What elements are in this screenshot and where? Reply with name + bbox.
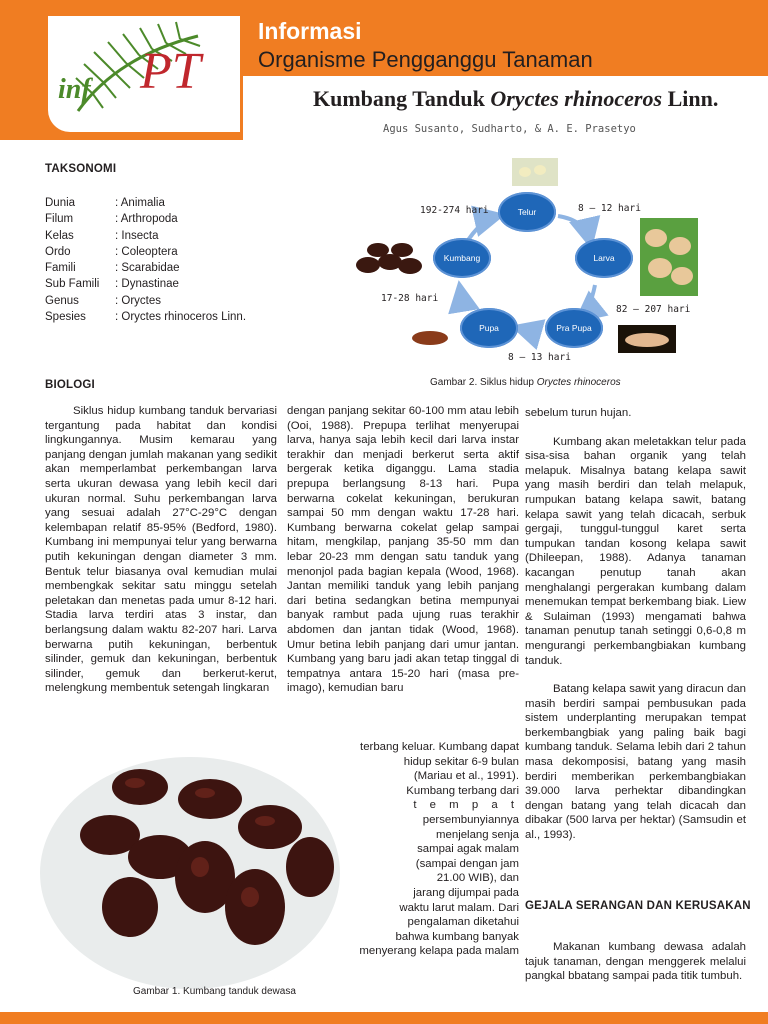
biologi-col3: sebelum turun hujan. Kumbang akan meletakkan telur pada sisa-sisa bahan organik yang telah melapuk. Misalnya batang kelapa sawit yang masih berdiri dan telah melapuk, rumpukan batang kelapa sawit, batang kelapa sawit yang telah dicacah, serbuk gergaji, tunggul-tunggul karet serta tumpukan tandan kosong kelapa sawit (Dhileepan, 1988). Adanya tanaman kacangan penutup tanah akan menghalangi pergerakan kumbang dalam menemukan tempat berkembang biak. Liew & Sulaiman (1993) mengamati bahwa tanaman penutup tanah setinggi 0,6-0,8 m mengurangi perkembangbiakan kumbang tanduk. Batang kelapa sawit yang diracun dan masih berdiri sampai pembusukan pada sistem underplanting merupakan tempat berkembangbiak yang paling baik bagi kumbang tanduk. Selama lebih dari 2 tahun masa dekomposisi, batang yang masih berdiri memberikan perkembangbiakan 39.000 larva perhektar dibandingkan dengan batang yang telah dicacah dan dibakar (500 larva per hektar) (Samsudin et al., 1993). <box>525 407 746 842</box>
beetles-photo <box>40 757 340 989</box>
duration-label: 17-28 hari <box>381 293 439 304</box>
tax-row: Kelas : Insecta <box>45 229 159 242</box>
taksonomi-table <box>45 195 246 325</box>
tax-row: Spesies : Oryctes rhinoceros Linn. <box>45 311 247 324</box>
adult-photo <box>356 243 422 274</box>
duration-label: 8 – 13 hari <box>508 352 571 363</box>
life-cycle-diagram <box>340 150 750 370</box>
svg-text:inf: inf <box>58 74 91 105</box>
cycle-node-pupa: Pupa <box>460 308 518 348</box>
tax-row: Genus : Oryctes <box>45 294 162 307</box>
biologi-col2: dengan panjang sekitar 60-100 mm atau lebih (Ooi, 1988). Prepupa terlihat menyerupai larva, hanya saja lebih kecil dari larva instar terakhir dan menjadi berkerut serta aktif bergerak ketika diganggu. Lama stadia prepupa berlangsung 8-13 hari. Pupa berwarna cokelat kekuningan, berukuran sampai 50 mm dengan waktu 17-28 hari. Kumbang berwarna cokelat gelap sampai hitam, mengkilap, panjang 35-50 mm dan lebar 20-23 mm dengan satu tanduk yang menonjol pada bagian kepala (Wood, 1968). Jantan memiliki tanduk yang lebih panjang dari betina sedangkan betina mempunyai banyak rambut pada ujung ruas terakhir abdomen dan jantan tidak (Wood, 1968). Umur betina lebih panjang dari umur jantan. Kumbang yang baru jadi akan tetap tinggal di tempatnya antara 15-20 hari (masa pre-imago), kemudian baru <box>287 405 519 695</box>
duration-label: 8 – 12 hari <box>578 203 641 214</box>
figure2-caption: Gambar 2. Siklus hidup Oryctes rhinoceros <box>430 377 621 388</box>
gejala-text: Makanan kumbang dewasa adalah tajuk tanaman, dengan menggerek melalui pangkal bbatang sampai pada titik tumbuh. <box>525 941 746 983</box>
pupa-photo <box>412 331 448 345</box>
tax-row: Filum : Arthropoda <box>45 213 178 226</box>
page-title: Kumbang Tanduk Oryctes rhinoceros Linn. <box>313 86 719 111</box>
biologi-heading: BIOLOGI <box>45 379 95 391</box>
figure1-caption: Gambar 1. Kumbang tanduk dewasa <box>133 986 296 997</box>
series-subtitle: Organisme Pengganggu Tanaman <box>258 47 593 72</box>
tax-row: Sub Famili : Dynastinae <box>45 278 179 291</box>
gejala-heading: GEJALA SERANGAN DAN KERUSAKAN <box>525 900 751 912</box>
tax-row: Famili : Scarabidae <box>45 262 180 275</box>
palm-leaf-icon <box>48 16 240 132</box>
logo <box>48 16 240 132</box>
biologi-col1: Siklus hidup kumbang tanduk bervariasi tergantung pada habitat dan kondisi lingkungannya. Musim kemarau yang panjang dengan jumlah makanan yang sedikit akan memperlambat perkembangan larva serta ukuran dewasa yang lebih kecil dari ukuran normal. Suhu perkembangan larva yang sesuai adalah 27°C-29°C dengan kelembapan relatif 85-95% (Bedford, 1980). Kumbang ini mempunyai telur yang berwarna putih kekuningan dengan diameter 3 mm. Bentuk telur biasanya oval kemudian mulai membengkak sekitar satu minggu setelah peletakan dan menetas pada umur 8-12 hari. Stadia larva terdiri atas 3 instar, dan berlangsung dalam waktu 82-207 hari. Larva berwarna putih kekuningan, berbentuk silinder, gemuk dan kekuningan, berbentuk silinder, gemuk dan berkerut-kerut, melengkung membentuk setengah lingkaran <box>45 405 277 695</box>
tax-row: Dunia : Animalia <box>45 197 165 209</box>
duration-label: 82 – 207 hari <box>616 304 691 315</box>
biologi-col2-wrap: terbang keluar. Kumbang dapat hidup sekitar 6-9 bulan (Mariau et al., 1991). Kumbang terbang dari t e m p a t persembunyiannya menjelang senja sampai agak malam (sampai dengan jam 21.00 WIB), dan jarang dijumpai pada waktu larut malam. Dari pengalaman diketahui bahwa kumbang banyak menyerang kelapa pada malam <box>359 741 519 958</box>
cycle-node-prapupa: Pra Pupa <box>545 308 603 348</box>
authors: Agus Susanto, Sudharto, & A. E. Prasetyo <box>383 123 636 135</box>
series-title: Informasi <box>258 18 362 44</box>
larva-photo <box>640 218 698 296</box>
footer-band <box>0 1012 768 1024</box>
tax-row: Ordo : Coleoptera <box>45 245 178 258</box>
cycle-node-larva: Larva <box>575 238 633 278</box>
duration-label: 192-274 hari <box>420 205 489 216</box>
svg-text:PT: PT <box>140 43 201 100</box>
taksonomi-heading: TAKSONOMI <box>45 163 117 175</box>
cycle-node-telur: Telur <box>498 192 556 232</box>
cycle-node-kumbang: Kumbang <box>433 238 491 278</box>
